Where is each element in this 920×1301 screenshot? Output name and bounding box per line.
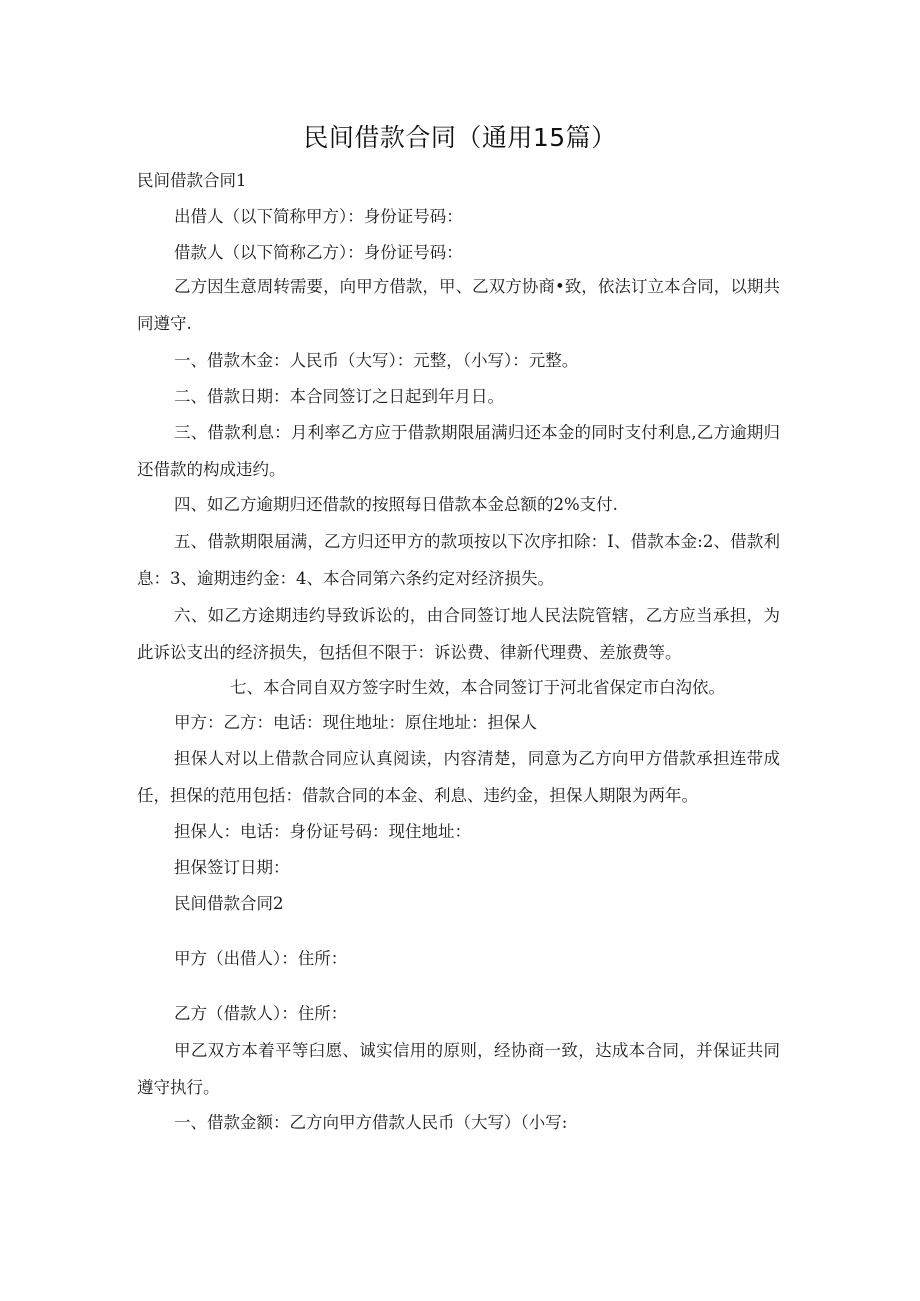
document-title: 民间借款合同（通用15篇） (303, 123, 617, 152)
contract2-intro: 甲乙双方本着平等臼愿、诚实信用的原则，经协商一致，达成本合同，并保证共同遵守执行。 (137, 1041, 780, 1097)
parties-line: 甲方：乙方：电话：现住地址：原住地址：担保人 (174, 713, 537, 732)
clause-loan-date: 二、借款日期：本合同签订之日起到年月日。 (174, 387, 504, 406)
guarantee-date-line: 担保签订日期： (174, 858, 290, 877)
clause-repayment-order: 五、借款期限届满，乙方归还甲方的款项按以下次序扣除：I、借款本金:2、借款利息：3、逾期违约金：4、本合同第六条约定对经济损失。 (137, 532, 780, 588)
lender-line: 出借人（以下简称甲方）：身份证号码： (174, 207, 463, 226)
guarantor-info-line: 担保人：电话：身份证号码：现住地址： (174, 822, 471, 841)
contract2-heading: 民间借款合同2 (174, 894, 284, 913)
contract2-clause-amount: 一、借款金额：乙方向甲方借款人民币（大写）（小写: (174, 1113, 568, 1132)
clause-principal: 一、借款木金：人民币（大写）：元整，（小写）：元整。 (174, 351, 579, 370)
guarantee-paragraph: 担保人对以上借款合同应认真阅读，内容清楚，同意为乙方向甲方借款承担连带成任，担保的范用包括：借款合同的本金、利息、违约金，担保人期限为两年。 (137, 749, 780, 805)
party-a-line: 甲方（出借人）：住所： (174, 949, 348, 968)
contract1-intro: 乙方因生意周转需要，向甲方借款，甲、乙双方协商•致，依法订立本合同，以期共同遵守. (137, 277, 780, 333)
clause-effective: 七、本合同自双方签字时生效，本合同签订于河北省保定市白沟依。 (230, 678, 725, 697)
contract1-heading: 民间借款合同1 (137, 171, 247, 190)
party-b-line: 乙方（借款人）：住所： (174, 1004, 348, 1023)
clause-interest: 三、借款利息：月利率乙方应于借款期限届满归还本金的同时支付利息,乙方逾期归还借款的构成违约。 (137, 423, 780, 479)
borrower-line: 借款人（以下简称乙方）：身份证号码： (174, 243, 463, 262)
clause-overdue-penalty: 四、如乙方逾期归还借款的按照每日借款本金总额的2%支付. (174, 495, 618, 514)
clause-litigation: 六、如乙方途期违约导致诉讼的，由合同签订地人民法院管辖，乙方应当承担，为此诉讼支出的经济损失，包括但不限于：诉讼费、律新代理费、差旅费等。 (137, 606, 780, 662)
